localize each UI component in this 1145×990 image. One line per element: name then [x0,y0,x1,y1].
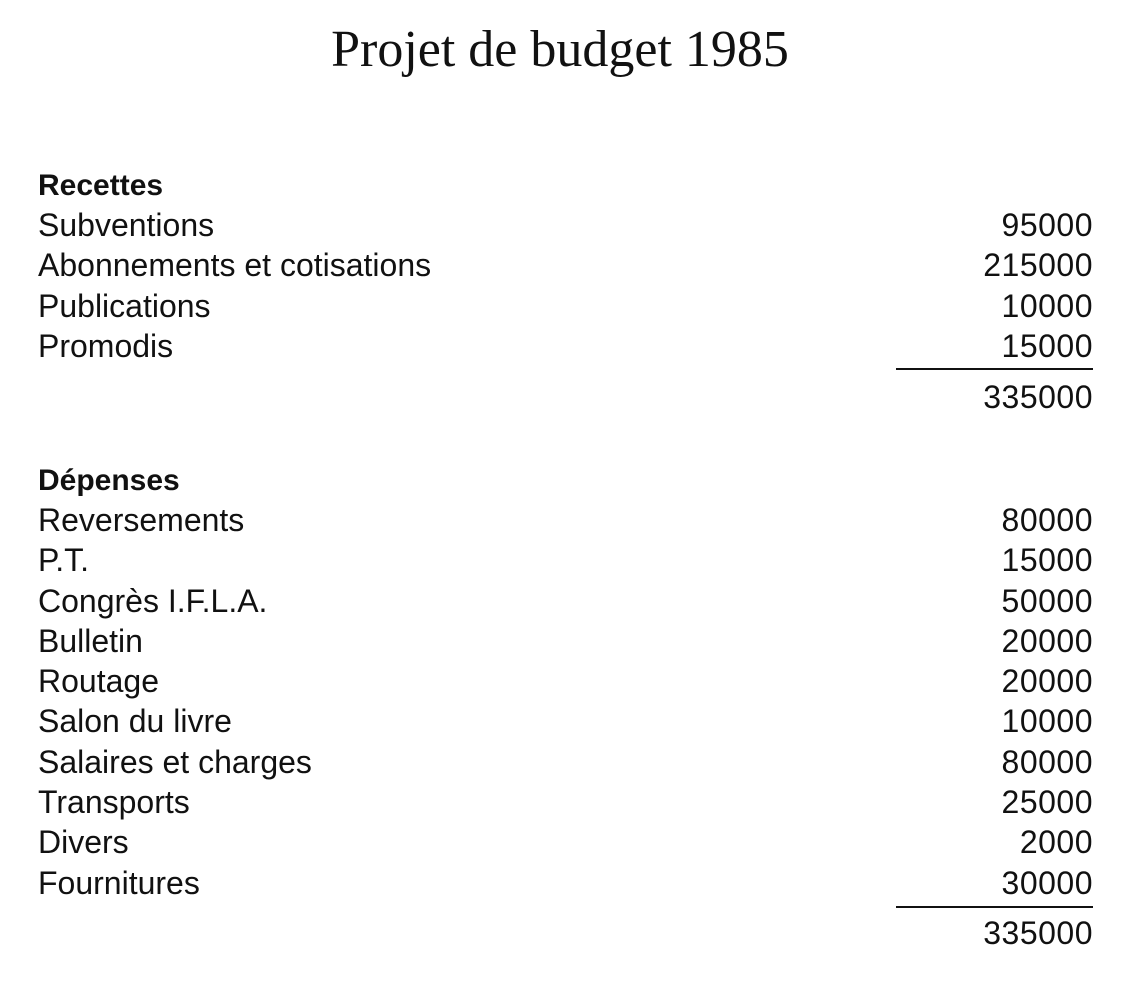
row-amount: 80000 [1001,743,1093,780]
row-amount: 10000 [1001,287,1093,324]
row-label: Divers [38,824,129,861]
row-amount: 20000 [1001,622,1093,659]
budget-row [38,326,1093,366]
row-amount: 215000 [983,247,1093,284]
budget-row [38,822,1093,862]
row-label: Abonnements et cotisations [38,247,432,284]
row-amount: 80000 [1001,502,1093,538]
row-label: Promodis [38,327,174,364]
recettes-section [38,167,1093,415]
budget-row [38,245,1093,285]
row-amount: 15000 [1001,327,1093,364]
recettes-heading: Recettes [38,169,164,202]
row-amount: 15000 [1001,542,1093,579]
budget-row [38,581,1093,621]
row-label: Subventions [38,207,215,243]
total-divider [896,906,1093,908]
row-amount: 2000 [1019,824,1093,861]
budget-row [38,742,1093,782]
depenses-total: 335000 [983,915,1093,951]
row-label: Routage [38,663,159,700]
budget-row [38,621,1093,661]
row-label: Reversements [38,502,245,538]
budget-row [38,540,1093,580]
row-amount: 30000 [1001,864,1093,901]
row-label: Congrès I.F.L.A. [38,582,268,619]
row-label: Salon du livre [38,703,232,740]
page-title: Projet de budget 1985 [331,21,789,78]
row-label: P.T. [38,542,89,579]
row-label: Salaires et charges [38,743,312,780]
row-label: Publications [38,287,211,324]
budget-row [38,701,1093,741]
row-amount: 95000 [1001,207,1093,243]
budget-row [38,782,1093,822]
row-label: Fournitures [38,864,200,901]
row-label: Transports [38,784,190,821]
row-amount: 10000 [1001,703,1093,740]
budget-row [38,286,1093,326]
row-amount: 25000 [1001,784,1093,821]
depenses-heading: Dépenses [38,464,180,497]
budget-row [38,863,1093,903]
depenses-section [38,462,1093,951]
row-label: Bulletin [38,622,143,659]
budget-row [38,661,1093,701]
row-amount: 50000 [1001,582,1093,619]
budget-row [38,500,1093,540]
total-divider [896,368,1093,370]
row-amount: 20000 [1001,663,1093,700]
recettes-total: 335000 [983,379,1093,415]
budget-row [38,205,1093,245]
